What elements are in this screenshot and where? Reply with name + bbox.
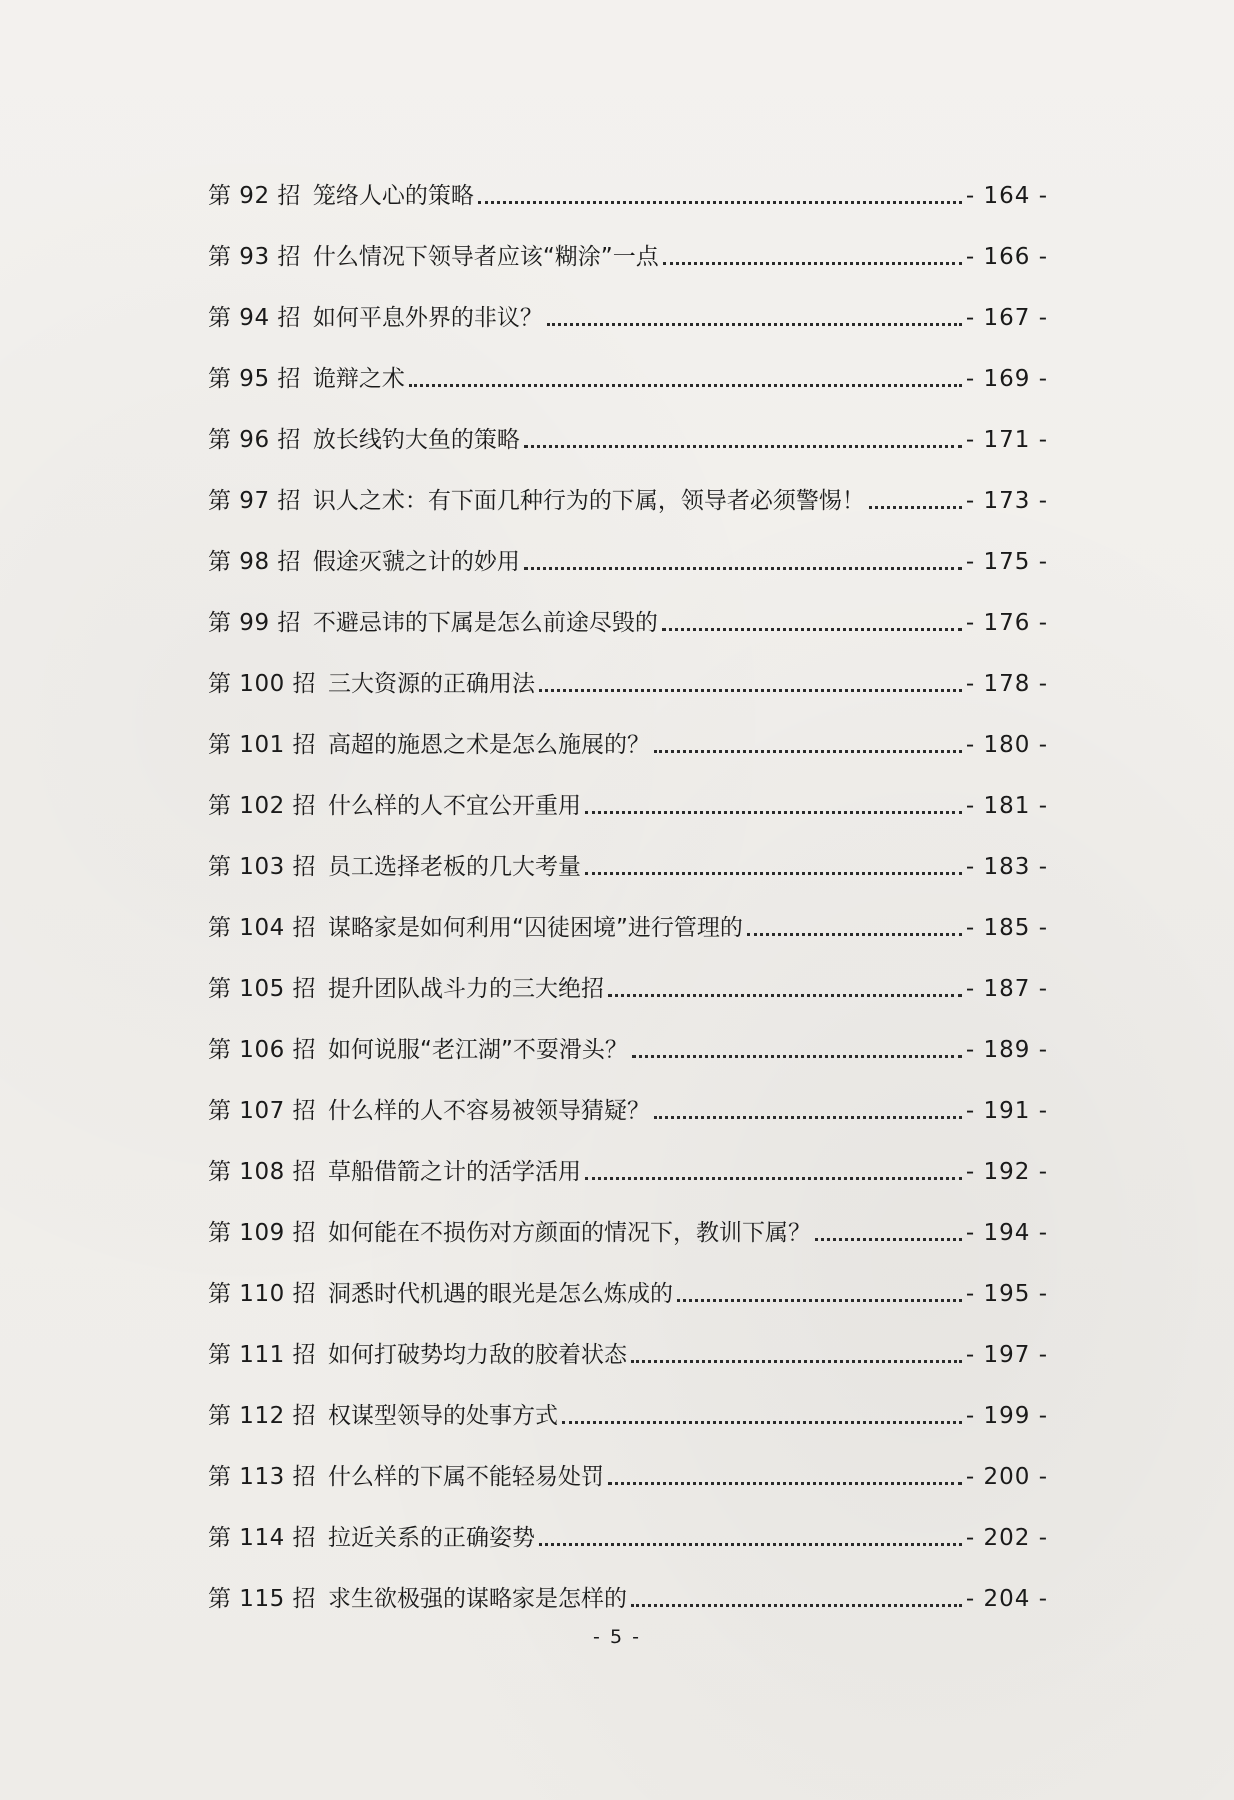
toc-entry[interactable] [208,409,1048,470]
toc-entry-number: 第 101 招 [208,731,317,758]
toc-entry-title: 三大资源的正确用法 [328,670,536,697]
toc-entry[interactable] [208,714,1048,775]
toc-entry-page: - 187 - [965,975,1048,1002]
toc-entry[interactable] [208,287,1048,348]
toc-entry-title: 如何能在不损伤对方颜面的情况下，教训下属？ [328,1219,812,1246]
toc-entry-page: - 192 - [965,1158,1048,1185]
toc-dot-leader [654,1096,962,1126]
toc-dot-leader [585,791,962,821]
toc-entry-number: 第 104 招 [208,914,317,941]
toc-entry-page: - 189 - [965,1036,1048,1063]
toc-entry[interactable] [208,470,1048,531]
toc-entry[interactable] [208,897,1048,958]
toc-dot-leader [608,974,962,1004]
toc-entry-number: 第 100 招 [208,670,317,697]
toc-entry-page: - 171 - [965,426,1048,453]
toc-entry-number: 第 103 招 [208,853,317,880]
table-of-contents [208,165,1048,1629]
toc-entry-number: 第 105 招 [208,975,317,1002]
toc-entry-title: 笼络人心的策略 [312,182,474,209]
toc-entry-number: 第 96 招 [208,426,301,453]
toc-dot-leader [654,730,962,760]
toc-entry-title: 诡辩之术 [312,365,405,392]
toc-entry-number: 第 110 招 [208,1280,317,1307]
toc-entry[interactable] [208,165,1048,226]
toc-entry[interactable] [208,836,1048,897]
toc-entry-number: 第 107 招 [208,1097,317,1124]
toc-entry[interactable] [208,1507,1048,1568]
toc-entry-page: - 175 - [965,548,1048,575]
toc-entry-page: - 181 - [965,792,1048,819]
toc-entry-title: 如何打破势均力敌的胶着状态 [328,1341,628,1368]
toc-entry-page: - 169 - [965,365,1048,392]
toc-entry[interactable] [208,1080,1048,1141]
toc-entry-title: 员工选择老板的几大考量 [328,853,582,880]
toc-entry-title: 高超的施恩之术是怎么施展的？ [328,731,651,758]
toc-entry-number: 第 92 招 [208,182,301,209]
toc-dot-leader [663,242,962,272]
toc-entry[interactable] [208,592,1048,653]
toc-entry-number: 第 93 招 [208,243,301,270]
toc-entry-page: - 200 - [965,1463,1048,1490]
toc-entry[interactable] [208,958,1048,1019]
toc-entry-title: 什么情况下领导者应该“糊涂”一点 [312,243,659,270]
toc-entry-title: 什么样的人不宜公开重用 [328,792,582,819]
toc-entry-number: 第 102 招 [208,792,317,819]
toc-entry[interactable] [208,226,1048,287]
toc-entry-number: 第 113 招 [208,1463,317,1490]
toc-entry-number: 第 114 招 [208,1524,317,1551]
toc-dot-leader [869,486,962,516]
toc-dot-leader [524,425,962,455]
toc-entry-number: 第 108 招 [208,1158,317,1185]
toc-entry[interactable] [208,1568,1048,1629]
toc-entry[interactable] [208,1202,1048,1263]
toc-entry-title: 放长线钓大鱼的策略 [312,426,520,453]
toc-dot-leader [539,1523,962,1553]
toc-entry[interactable] [208,1385,1048,1446]
toc-entry-title: 什么样的下属不能轻易处罚 [328,1463,605,1490]
toc-dot-leader [677,1279,962,1309]
toc-entry-page: - 197 - [965,1341,1048,1368]
toc-entry[interactable] [208,348,1048,409]
toc-dot-leader [632,1035,962,1065]
toc-entry-page: - 202 - [965,1524,1048,1551]
toc-dot-leader [539,669,962,699]
toc-dot-leader [478,181,962,211]
toc-dot-leader [562,1401,962,1431]
toc-entry-number: 第 99 招 [208,609,301,636]
toc-entry-page: - 199 - [965,1402,1048,1429]
toc-entry-number: 第 94 招 [208,304,301,331]
toc-entry-title: 如何说服“老江湖”不耍滑头？ [328,1036,628,1063]
toc-entry-page: - 180 - [965,731,1048,758]
toc-entry-title: 求生欲极强的谋略家是怎样的 [328,1585,628,1612]
toc-entry[interactable] [208,1446,1048,1507]
toc-entry-title: 假途灭虢之计的妙用 [312,548,520,575]
toc-entry-page: - 176 - [965,609,1048,636]
toc-entry-number: 第 109 招 [208,1219,317,1246]
toc-entry-title: 洞悉时代机遇的眼光是怎么炼成的 [328,1280,674,1307]
toc-entry-page: - 185 - [965,914,1048,941]
toc-dot-leader [608,1462,962,1492]
toc-entry-number: 第 98 招 [208,548,301,575]
toc-entry[interactable] [208,1263,1048,1324]
toc-dot-leader [631,1584,962,1614]
toc-entry-page: - 167 - [965,304,1048,331]
toc-entry-page: - 166 - [965,243,1048,270]
toc-entry-title: 提升团队战斗力的三大绝招 [328,975,605,1002]
toc-dot-leader [631,1340,962,1370]
toc-dot-leader [585,852,962,882]
toc-entry-page: - 173 - [965,487,1048,514]
toc-entry[interactable] [208,531,1048,592]
page-number: - 5 - [593,1626,641,1648]
toc-entry-number: 第 112 招 [208,1402,317,1429]
toc-entry-title: 权谋型领导的处事方式 [328,1402,559,1429]
toc-entry-title: 识人之术：有下面几种行为的下属，领导者必须警惕！ [312,487,865,514]
toc-entry[interactable] [208,1141,1048,1202]
toc-entry-number: 第 95 招 [208,365,301,392]
toc-dot-leader [585,1157,962,1187]
toc-entry[interactable] [208,1324,1048,1385]
toc-entry-page: - 178 - [965,670,1048,697]
toc-dot-leader [524,547,962,577]
toc-dot-leader [547,303,962,333]
toc-entry-page: - 164 - [965,182,1048,209]
toc-entry-title: 谋略家是如何利用“囚徒困境”进行管理的 [328,914,743,941]
toc-entry-title: 不避忌讳的下属是怎么前途尽毁的 [312,609,658,636]
toc-entry-title: 如何平息外界的非议？ [312,304,543,331]
toc-entry-title: 拉近关系的正确姿势 [328,1524,536,1551]
toc-entry-title: 草船借箭之计的活学活用 [328,1158,582,1185]
toc-dot-leader [409,364,962,394]
toc-entry-number: 第 111 招 [208,1341,317,1368]
toc-entry-page: - 183 - [965,853,1048,880]
toc-dot-leader [662,608,962,638]
toc-dot-leader [747,913,962,943]
toc-entry-number: 第 97 招 [208,487,301,514]
toc-entry-title: 什么样的人不容易被领导猜疑？ [328,1097,651,1124]
toc-entry-page: - 194 - [965,1219,1048,1246]
toc-entry[interactable] [208,1019,1048,1080]
toc-entry[interactable] [208,653,1048,714]
toc-entry-page: - 204 - [965,1585,1048,1612]
toc-dot-leader [815,1218,962,1248]
toc-entry-number: 第 115 招 [208,1585,317,1612]
toc-entry[interactable] [208,775,1048,836]
toc-entry-page: - 195 - [965,1280,1048,1307]
toc-entry-number: 第 106 招 [208,1036,317,1063]
toc-entry-page: - 191 - [965,1097,1048,1124]
